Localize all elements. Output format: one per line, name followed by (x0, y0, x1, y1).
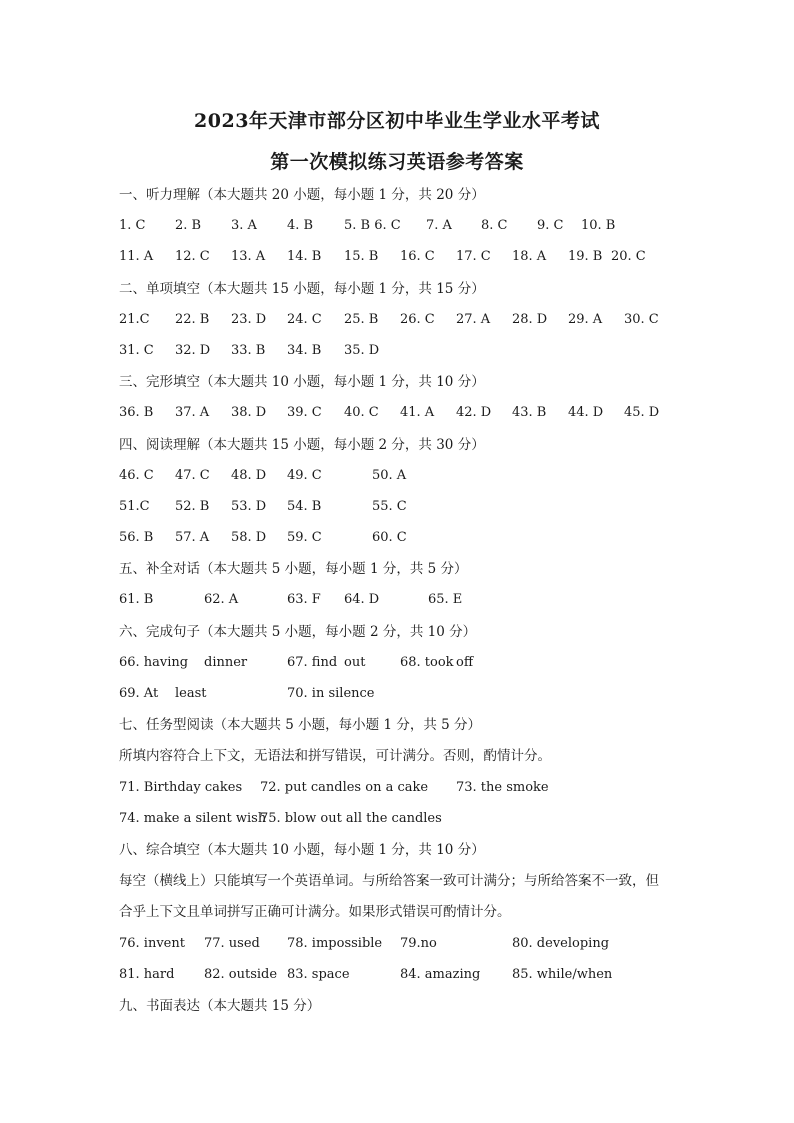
answer-item: 72. put candles on a cake (260, 780, 429, 795)
answer-item: 53. D (231, 499, 267, 514)
answer-item: 42. D (456, 405, 492, 420)
answer-item: 46. C (119, 468, 154, 483)
answer-item: 26. C (400, 312, 435, 327)
answer-item: 55. C (372, 499, 407, 514)
answer-item: 81. hard (119, 967, 175, 982)
answer-item: 11. A (119, 249, 154, 264)
answer-item: 21.C (119, 312, 150, 327)
answer-item: 32. D (175, 343, 211, 358)
answer-item: 23. D (231, 312, 267, 327)
answer-item: 60. C (372, 530, 407, 545)
answer-item: 34. B (287, 343, 322, 358)
answer-item: 17. C (456, 249, 491, 264)
answer-item: dinner (204, 655, 248, 670)
answer-item: 79.no (400, 936, 437, 951)
section-heading-cloze: 三、完形填空（本大题共 10 小题，每小题 1 分，共 10 分） (119, 374, 485, 390)
section-heading-listening: 一、听力理解（本大题共 20 小题，每小题 1 分，共 20 分） (119, 187, 485, 203)
section-heading-multiple-choice: 二、单项填空（本大题共 15 小题，每小题 1 分，共 15 分） (119, 281, 485, 297)
section-heading-writing: 九、书面表达（本大题共 15 分） (119, 998, 321, 1014)
answer-item: 5. B 6. C (344, 218, 401, 233)
answer-item: 84. amazing (400, 967, 481, 982)
section-note: 所填内容符合上下文，无语法和拼写错误，可计满分。否则，酌情计分。 (119, 748, 551, 764)
answer-item: 15. B (344, 249, 379, 264)
answer-item: 73. the smoke (456, 780, 549, 795)
answer-item: 41. A (400, 405, 435, 420)
answer-item: 16. C (400, 249, 435, 264)
answer-item: 33. B (231, 343, 266, 358)
answer-item: 36. B (119, 405, 154, 420)
answer-item: least (175, 686, 207, 701)
answer-item: 51.C (119, 499, 150, 514)
answer-item: 85. while/when (512, 967, 613, 982)
answer-item: 80. developing (512, 936, 610, 951)
answer-item: 3. A (231, 218, 257, 233)
section-heading-task-reading: 七、任务型阅读（本大题共 5 小题，每小题 1 分，共 5 分） (119, 717, 482, 733)
answer-item: 8. C (481, 218, 508, 233)
answer-item: 38. D (231, 405, 267, 420)
answer-item: 19. B (568, 249, 603, 264)
answer-item: 4. B (287, 218, 314, 233)
answer-item: 59. C (287, 530, 322, 545)
answer-item: 30. C (624, 312, 659, 327)
answer-item: 29. A (568, 312, 603, 327)
answer-item: 69. At (119, 686, 159, 701)
answer-item: 70. in silence (287, 686, 375, 701)
answer-item: 1. C (119, 218, 146, 233)
answer-item: 67. find (287, 655, 338, 670)
answer-item: 82. outside (204, 967, 278, 982)
answer-item: 62. A (204, 592, 239, 607)
answer-item: off (456, 655, 474, 670)
section-note: 合乎上下文且单词拼写正确可计满分。如果形式错误可酌情计分。 (119, 904, 511, 920)
answer-item: 78. impossible (287, 936, 383, 951)
answer-item: 27. A (456, 312, 491, 327)
answer-item: 7. A (426, 218, 452, 233)
answer-item: 64. D (344, 592, 380, 607)
section-heading-reading: 四、阅读理解（本大题共 15 小题，每小题 2 分，共 30 分） (119, 437, 485, 453)
answer-item: 25. B (344, 312, 379, 327)
answer-item: 44. D (568, 405, 604, 420)
page-subtitle: 第一次模拟练习英语参考答案 (270, 151, 524, 173)
answer-item: 39. C (287, 405, 322, 420)
answer-item: 61. B (119, 592, 154, 607)
answer-item: out (344, 655, 366, 670)
answer-item: 49. C (287, 468, 322, 483)
answer-item: 68. took (400, 655, 454, 670)
answer-item: 22. B (175, 312, 210, 327)
answer-item: 48. D (231, 468, 267, 483)
answer-item: 47. C (175, 468, 210, 483)
answer-item: 40. C (344, 405, 379, 420)
answer-item: 50. A (372, 468, 407, 483)
answer-item: 77. used (204, 936, 260, 951)
answer-item: 24. C (287, 312, 322, 327)
section-note: 每空（横线上）只能填写一个英语单词。与所给答案一致可计满分；与所给答案不一致，但 (119, 873, 659, 889)
answer-item: 63. F (287, 592, 321, 607)
answer-item: 35. D (344, 343, 380, 358)
section-heading-sentences: 六、完成句子（本大题共 5 小题，每小题 2 分，共 10 分） (119, 624, 477, 640)
answer-item: 83. space (287, 967, 350, 982)
answer-item: 28. D (512, 312, 548, 327)
answer-item: 65. E (428, 592, 463, 607)
answer-item: 12. C (175, 249, 210, 264)
answer-item: 43. B (512, 405, 547, 420)
answer-item: 20. C (611, 249, 646, 264)
answer-item: 71. Birthday cakes (119, 780, 243, 795)
answer-item: 18. A (512, 249, 547, 264)
answer-item: 45. D (624, 405, 660, 420)
answer-item: 13. A (231, 249, 266, 264)
page-title: 2023年天津市部分区初中毕业生学业水平考试 (194, 110, 600, 132)
section-heading-fill-in: 八、综合填空（本大题共 10 小题，每小题 1 分，共 10 分） (119, 842, 485, 858)
answer-item: 14. B (287, 249, 322, 264)
answer-item: 9. C (537, 218, 564, 233)
answer-item: 37. A (175, 405, 210, 420)
answer-item: 54. B (287, 499, 322, 514)
answer-item: 10. B (581, 218, 616, 233)
answer-item: 66. having (119, 655, 189, 670)
answer-item: 57. A (175, 530, 210, 545)
answer-item: 31. C (119, 343, 154, 358)
answer-item: 74. make a silent wish (119, 811, 267, 826)
answer-item: 2. B (175, 218, 202, 233)
answer-item: 52. B (175, 499, 210, 514)
answer-item: 58. D (231, 530, 267, 545)
answer-item: 56. B (119, 530, 154, 545)
answer-item: 75. blow out all the candles (260, 811, 442, 826)
answer-item: 76. invent (119, 936, 185, 951)
section-heading-dialogue: 五、补全对话（本大题共 5 小题，每小题 1 分，共 5 分） (119, 561, 468, 577)
